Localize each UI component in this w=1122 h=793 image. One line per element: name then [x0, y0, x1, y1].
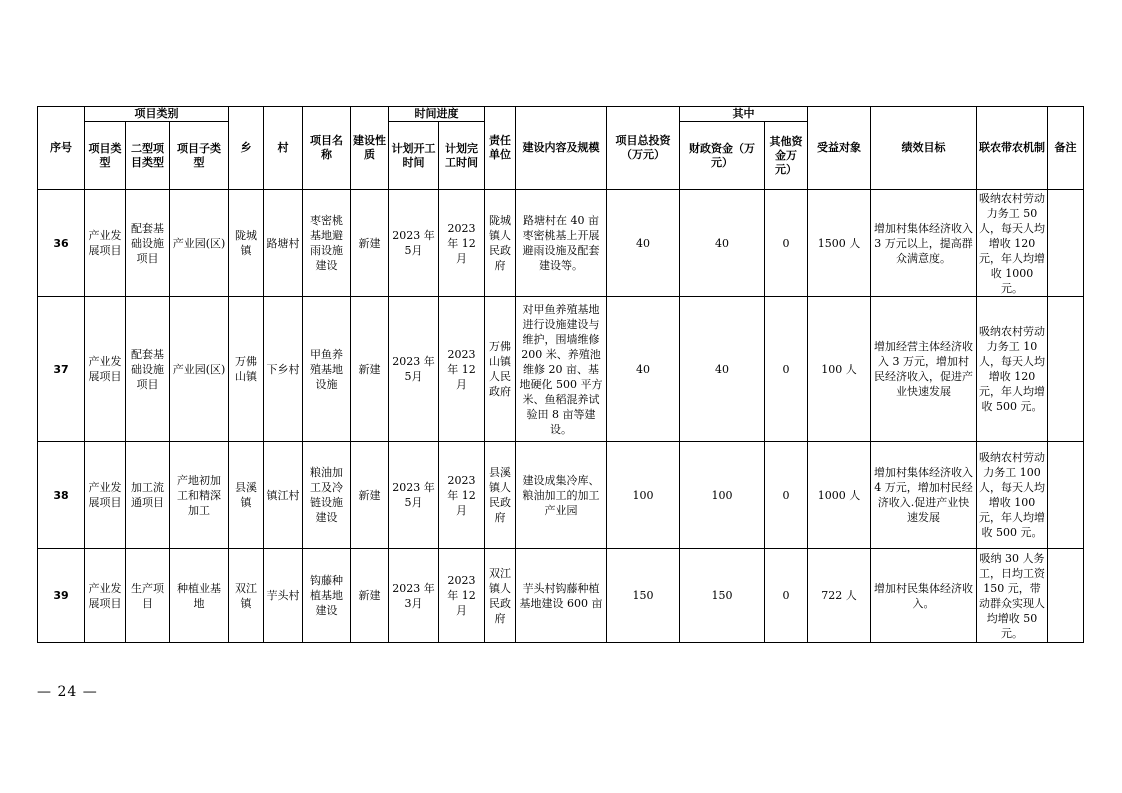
header-seq: 序号 — [38, 107, 85, 190]
cell-goal: 增加经营主体经济收入 3 万元，增加村民经济收入，促进产业快速发展 — [871, 297, 977, 442]
header-township: 乡 — [229, 107, 264, 190]
cell-unit: 万佛山镇人民政府 — [485, 297, 516, 442]
cell-content: 对甲鱼养殖基地进行设施建设与维护，围墙维修 200 米、养殖池维修 20 亩、基地硬化 500 平方米、鱼稻混养试验田 8 亩等建设。 — [516, 297, 607, 442]
cell-seq: 38 — [38, 442, 85, 549]
cell-finish: 2023 年 12 月 — [439, 442, 485, 549]
cell-remark — [1048, 190, 1084, 297]
cell-township: 万佛山镇 — [229, 297, 264, 442]
header-content: 建设内容及规模 — [516, 107, 607, 190]
cell-mechanism: 吸纳农村劳动力务工 50 人，每天人均增收 120 元，年人均增收 1000 元。 — [977, 190, 1048, 297]
cell-seq: 37 — [38, 297, 85, 442]
cell-nature: 新建 — [351, 297, 389, 442]
header-mechanism: 联农带农机制 — [977, 107, 1048, 190]
header-start: 计划开工时间 — [389, 122, 439, 190]
header-row-1 — [38, 107, 1084, 122]
cell-unit: 双江镇人民政府 — [485, 549, 516, 643]
header-subtype: 项目子类型 — [170, 122, 229, 190]
cell-subtype: 产业园(区) — [170, 297, 229, 442]
cell-nature: 新建 — [351, 549, 389, 643]
cell-total: 40 — [607, 297, 680, 442]
cell-project-name: 甲鱼养殖基地设施 — [303, 297, 351, 442]
cell-seq: 39 — [38, 549, 85, 643]
table-row — [38, 297, 1084, 442]
cell-project-name: 钩藤种植基地建设 — [303, 549, 351, 643]
cell-nature: 新建 — [351, 442, 389, 549]
cell-remark — [1048, 549, 1084, 643]
cell-mechanism: 吸纳农村劳动力务工 10 人，每天人均增收 120 元，年人均增收 500 元。 — [977, 297, 1048, 442]
cell-other: 0 — [765, 549, 808, 643]
header-schedule-group: 时间进度 — [389, 107, 485, 122]
cell-other: 0 — [765, 190, 808, 297]
cell-start: 2023 年 5月 — [389, 442, 439, 549]
cell-content: 路塘村在 40 亩枣密桃基上开展避雨设施及配套建设等。 — [516, 190, 607, 297]
header-village: 村 — [264, 107, 303, 190]
cell-subtype: 种植业基地 — [170, 549, 229, 643]
cell-total: 150 — [607, 549, 680, 643]
cell-finish: 2023 年 12 月 — [439, 297, 485, 442]
header-project-type: 项目类型 — [85, 122, 126, 190]
cell-township: 双江镇 — [229, 549, 264, 643]
cell-content: 芋头村钩藤种植基地建设 600 亩 — [516, 549, 607, 643]
cell-other: 0 — [765, 297, 808, 442]
cell-village: 芋头村 — [264, 549, 303, 643]
cell-project-name: 枣密桃基地避雨设施建设 — [303, 190, 351, 297]
cell-subtype: 产业园(区) — [170, 190, 229, 297]
cell-type2: 配套基础设施项目 — [126, 190, 170, 297]
cell-total: 100 — [607, 442, 680, 549]
cell-township: 县溪镇 — [229, 442, 264, 549]
cell-township: 陇城镇 — [229, 190, 264, 297]
header-type2: 二型项目类型 — [126, 122, 170, 190]
cell-mechanism: 吸纳 30 人务工，日均工资 150 元，带动群众实现人均增收 50 元。 — [977, 549, 1048, 643]
cell-finish: 2023 年 12 月 — [439, 549, 485, 643]
cell-remark — [1048, 442, 1084, 549]
cell-fiscal: 40 — [680, 190, 765, 297]
cell-goal: 增加村民集体经济收入。 — [871, 549, 977, 643]
cell-type2: 生产项目 — [126, 549, 170, 643]
cell-content: 建设成集冷库、粮油加工的加工产业园 — [516, 442, 607, 549]
cell-village: 路塘村 — [264, 190, 303, 297]
cell-fiscal: 150 — [680, 549, 765, 643]
cell-beneficiary: 100 人 — [808, 297, 871, 442]
cell-beneficiary: 722 人 — [808, 549, 871, 643]
cell-village: 镇江村 — [264, 442, 303, 549]
cell-finish: 2023 年 12 月 — [439, 190, 485, 297]
cell-seq: 36 — [38, 190, 85, 297]
cell-project-type: 产业发展项目 — [85, 297, 126, 442]
cell-mechanism: 吸纳农村劳动力务工 100 人，每天人均增收 100 元，年人均增收 500 元。 — [977, 442, 1048, 549]
cell-type2: 加工流通项目 — [126, 442, 170, 549]
cell-type2: 配套基础设施项目 — [126, 297, 170, 442]
header-project-name: 项目名称 — [303, 107, 351, 190]
cell-unit: 县溪镇人民政府 — [485, 442, 516, 549]
project-table — [37, 106, 1084, 643]
header-unit: 责任单位 — [485, 107, 516, 190]
cell-subtype: 产地初加工和精深加工 — [170, 442, 229, 549]
header-remark: 备注 — [1048, 107, 1084, 190]
cell-project-type: 产业发展项目 — [85, 549, 126, 643]
header-other: 其他资金万元） — [765, 122, 808, 190]
cell-total: 40 — [607, 190, 680, 297]
cell-village: 下乡村 — [264, 297, 303, 442]
header-total: 项目总投资（万元） — [607, 107, 680, 190]
cell-remark — [1048, 297, 1084, 442]
cell-unit: 陇城镇人民政府 — [485, 190, 516, 297]
page-number: — 24 — — [37, 684, 98, 700]
cell-project-type: 产业发展项目 — [85, 442, 126, 549]
header-category-group: 项目类别 — [85, 107, 229, 122]
header-nature: 建设性质 — [351, 107, 389, 190]
header-beneficiary: 受益对象 — [808, 107, 871, 190]
cell-beneficiary: 1500 人 — [808, 190, 871, 297]
cell-beneficiary: 1000 人 — [808, 442, 871, 549]
cell-project-name: 粮油加工及冷链设施建设 — [303, 442, 351, 549]
table-row — [38, 442, 1084, 549]
header-funds-group: 其中 — [680, 107, 808, 122]
header-finish: 计划完工时间 — [439, 122, 485, 190]
cell-start: 2023 年 3月 — [389, 549, 439, 643]
cell-goal: 增加村集体经济收入 3 万元以上，提高群众满意度。 — [871, 190, 977, 297]
cell-fiscal: 40 — [680, 297, 765, 442]
table-row — [38, 190, 1084, 297]
cell-fiscal: 100 — [680, 442, 765, 549]
cell-start: 2023 年 5月 — [389, 190, 439, 297]
cell-start: 2023 年 5月 — [389, 297, 439, 442]
cell-project-type: 产业发展项目 — [85, 190, 126, 297]
cell-goal: 增加村集体经济收入 4 万元，增加村民经济收入.促进产业快速发展 — [871, 442, 977, 549]
cell-nature: 新建 — [351, 190, 389, 297]
header-goal: 绩效目标 — [871, 107, 977, 190]
header-fiscal: 财政资金（万元） — [680, 122, 765, 190]
cell-other: 0 — [765, 442, 808, 549]
table-row — [38, 549, 1084, 643]
